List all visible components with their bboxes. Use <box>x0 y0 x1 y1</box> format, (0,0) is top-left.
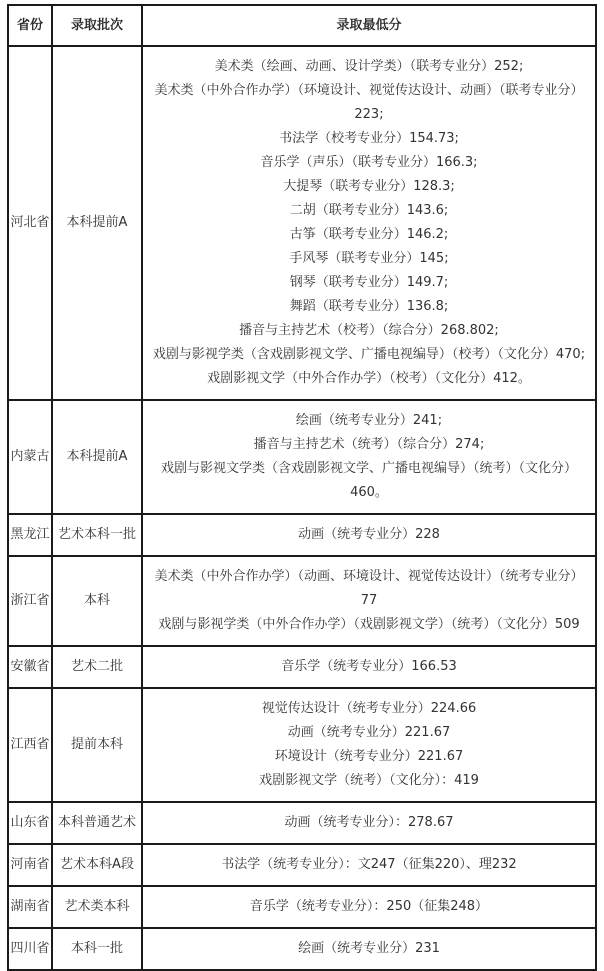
score-cell: 动画（统考专业分）：278.67 <box>142 802 596 844</box>
page <box>0 4 604 956</box>
batch-cell: 艺术二批 <box>52 646 142 688</box>
table-row-heilongjiang <box>8 514 596 556</box>
table-row-sichuan <box>8 928 596 970</box>
batch-cell: 本科一批 <box>52 928 142 970</box>
table-row-anhui <box>8 646 596 688</box>
batch-cell: 本科提前A <box>52 46 142 400</box>
province-cell: 安徽省 <box>8 646 52 688</box>
batch-cell: 艺术本科A段 <box>52 844 142 886</box>
table-row-henan <box>8 844 596 886</box>
batch-cell: 艺术本科一批 <box>52 514 142 556</box>
score-cell: 美术类（绘画、动画、设计学类）（联考专业分）252; 美术类（中外合作办学）（环境设计、视觉传达设计、动画）（联考专业分）223; 书法学（校考专业分）154.73; 音乐学（声乐）（联考专业分）166.3; 大提琴（联考专业分）128.3; 二胡（联考专业分）143.6; 古筝（联考专业分）146.2; 手风琴（联考专业分）145; 钢琴（联考专业分）149.7; 舞蹈（联考专业分）136.8; 播音与主持艺术（校考）（综合分）268.802; 戏剧与影视学类（含戏剧影视文学、广播电视编导）（校考）（文化分）470; 戏剧影视文学（中外合作办学）（校考）（文化分）412。 <box>142 46 596 400</box>
batch-cell: 提前本科 <box>52 688 142 802</box>
province-cell: 湖南省 <box>8 886 52 928</box>
province-cell: 四川省 <box>8 928 52 970</box>
table-row-jiangxi <box>8 688 596 802</box>
score-cell: 绘画（统考专业分）231 <box>142 928 596 970</box>
province-cell: 黑龙江 <box>8 514 52 556</box>
province-cell: 内蒙古 <box>8 400 52 514</box>
province-cell: 江西省 <box>8 688 52 802</box>
score-cell: 动画（统考专业分）228 <box>142 514 596 556</box>
table-row-zhejiang <box>8 556 596 646</box>
table-row-hunan <box>8 886 596 928</box>
batch-cell: 本科提前A <box>52 400 142 514</box>
province-cell: 浙江省 <box>8 556 52 646</box>
score-cell: 书法学（统考专业分）：文247（征集220）、理232 <box>142 844 596 886</box>
batch-cell: 艺术类本科 <box>52 886 142 928</box>
score-cell: 美术类（中外合作办学）（动画、环境设计、视觉传达设计）（统考专业分）77 戏剧与影视学类（中外合作办学）（戏剧影视文学）（统考）（文化分）509 <box>142 556 596 646</box>
score-cell: 音乐学（统考专业分）166.53 <box>142 646 596 688</box>
table-row-shandong <box>8 802 596 844</box>
score-cell: 绘画（统考专业分）241; 播音与主持艺术（统考）（综合分）274; 戏剧与影视文学类（含戏剧影视文学、广播电视编导）（统考）（文化分）460。 <box>142 400 596 514</box>
batch-cell: 本科普通艺术 <box>52 802 142 844</box>
table-row-hebei <box>8 46 596 400</box>
col-header-province: 省份 <box>8 5 52 46</box>
province-cell: 山东省 <box>8 802 52 844</box>
province-cell: 河南省 <box>8 844 52 886</box>
admission-score-table <box>7 4 597 971</box>
header-row <box>8 5 596 46</box>
score-cell: 音乐学（统考专业分）：250（征集248） <box>142 886 596 928</box>
province-cell: 河北省 <box>8 46 52 400</box>
batch-cell: 本科 <box>52 556 142 646</box>
col-header-batch: 录取批次 <box>52 5 142 46</box>
col-header-min-score: 录取最低分 <box>142 5 596 46</box>
score-cell: 视觉传达设计（统考专业分）224.66 动画（统考专业分）221.67 环境设计（统考专业分）221.67 戏剧影视文学（统考）（文化分）：419 <box>142 688 596 802</box>
table-row-neimenggu <box>8 400 596 514</box>
